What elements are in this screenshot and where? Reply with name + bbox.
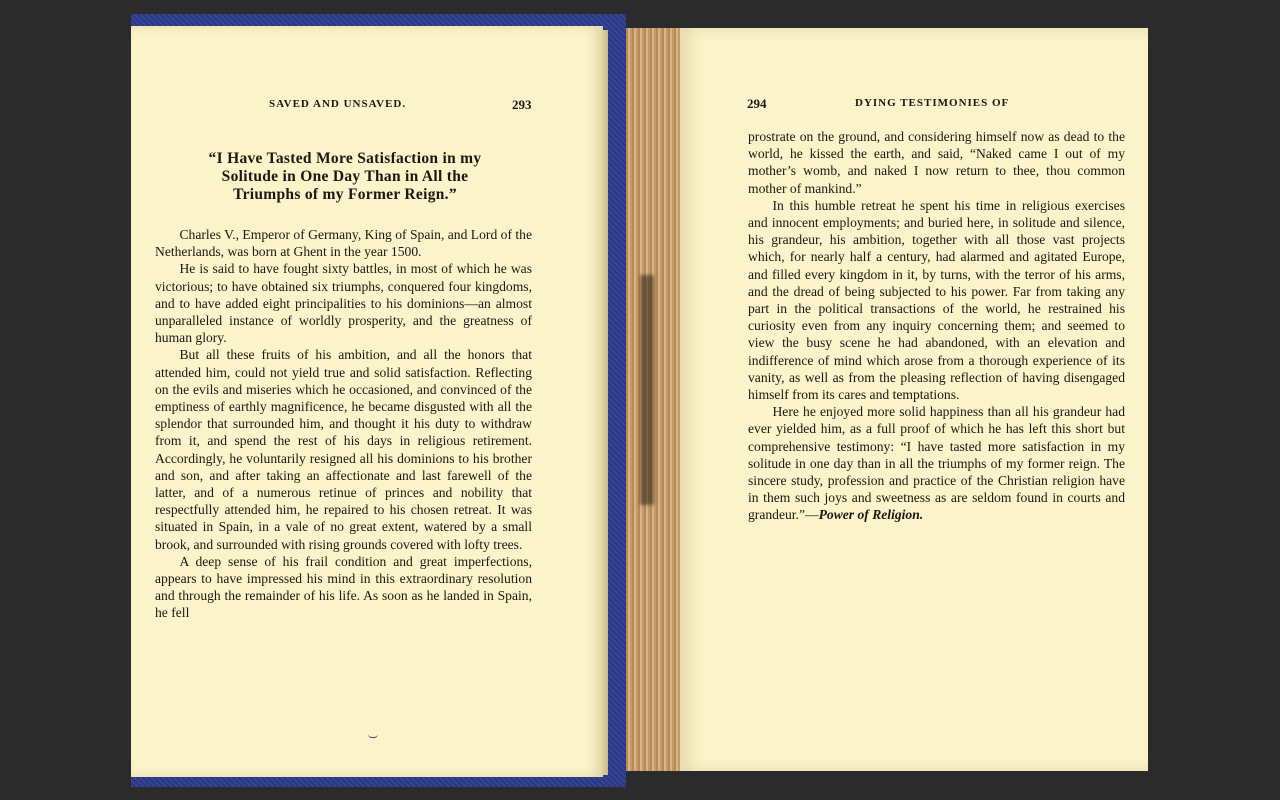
paragraph: In this humble retreat he spent his time in religious exercises and innocent employments; and buried here, in solitude and silence, his grandeur, his ambition, together with all those vast projects which, for nearly half a century, had alarmed and agitated Europe, and filled every kingdom in it, by turns, with the terror of his arms, and the dread of being subjected to his power. Far from taking any part in the political transactions of the world, he restrained his curiosity even from any inquiry concerning them; and seemed to view the busy scene he had abandoned, with an elevation and indifference of mind which arose from a thorough experience of its vanity, as well as from the pleasing reflection of having disengaged himself from its cares and temptations. xyxy=(748,197,1125,403)
right-running-head: DYING TESTIMONIES OF xyxy=(855,97,1010,109)
heading-line: Triumphs of my Former Reign.” xyxy=(233,186,457,203)
left-page-edge xyxy=(600,30,608,775)
heading-line: Solitude in One Day Than in All the xyxy=(221,168,469,185)
left-running-head: SAVED AND UNSAVED. xyxy=(269,98,407,110)
heading-line: “I Have Tasted More Satisfaction in my xyxy=(208,150,482,167)
spine-bleed-through xyxy=(640,275,654,505)
right-body-text xyxy=(748,128,1125,524)
left-body-text xyxy=(155,226,532,622)
left-page-number: 293 xyxy=(512,97,532,112)
paragraph: He is said to have fought sixty battles, in most of which he was victorious; to have obtained six triumphs, conquered four kingdoms, and to have added eight principalities to his dominions—an almost unparalleled instance of worldly prosperity, and the greatness of human glory. xyxy=(155,261,532,346)
paragraph: prostrate on the ground, and considering himself now as dead to the world, he kissed the earth, and said, “Naked came I out of my mother’s womb, and naked I now return to thee, thou common mother of mankind.” xyxy=(748,129,1125,196)
paragraph: A deep sense of his frail condition and great imperfections, appears to have impressed his mind in this extraordinary resolution and through the remainder of his life. As soon as he landed in Spain, he fell xyxy=(155,553,532,621)
chapter-heading xyxy=(155,150,535,204)
paragraph: But all these fruits of his ambition, and all the honors that attended him, could not yield true and solid satisfaction. Reflecting on the evils and miseries which he occasioned, and convinced of the emptiness of earthly magnificence, he became disgusted with all the splendor that surrounded him, and thought it his duty to withdraw from it, and spend the rest of his days in religious retirement. Accordingly, he voluntarily resigned all his dominions to his brother and son, and after taking an affectionate and last farewell of the latter, and of a numerous retinue of princes and nobility that respectfully attended him, he repaired to his chosen retreat. It was situated in Spain, in a vale of no great extent, watered by a small brook, and surrounded with rising grounds covered with lofty trees. xyxy=(155,347,532,552)
paragraph-text: Here he enjoyed more solid happiness than all his grandeur had ever yielded him, as a full proof of which he has left this short but comprehensive testimony: “I have tasted more satisfaction in my solitude in one day than in all the triumphs of my former reign. The sincere study, profession and practice of the Christian religion have in them such joys and sweetness as are seldom found in courts and grandeur.”— xyxy=(748,404,1125,523)
right-page-number: 294 xyxy=(747,96,767,111)
paragraph: Charles V., Emperor of Germany, King of Spain, and Lord of the Netherlands, was born at Ghent in the year 1500. xyxy=(155,227,532,260)
paragraph xyxy=(748,403,1125,523)
citation: Power of Religion. xyxy=(818,507,924,523)
